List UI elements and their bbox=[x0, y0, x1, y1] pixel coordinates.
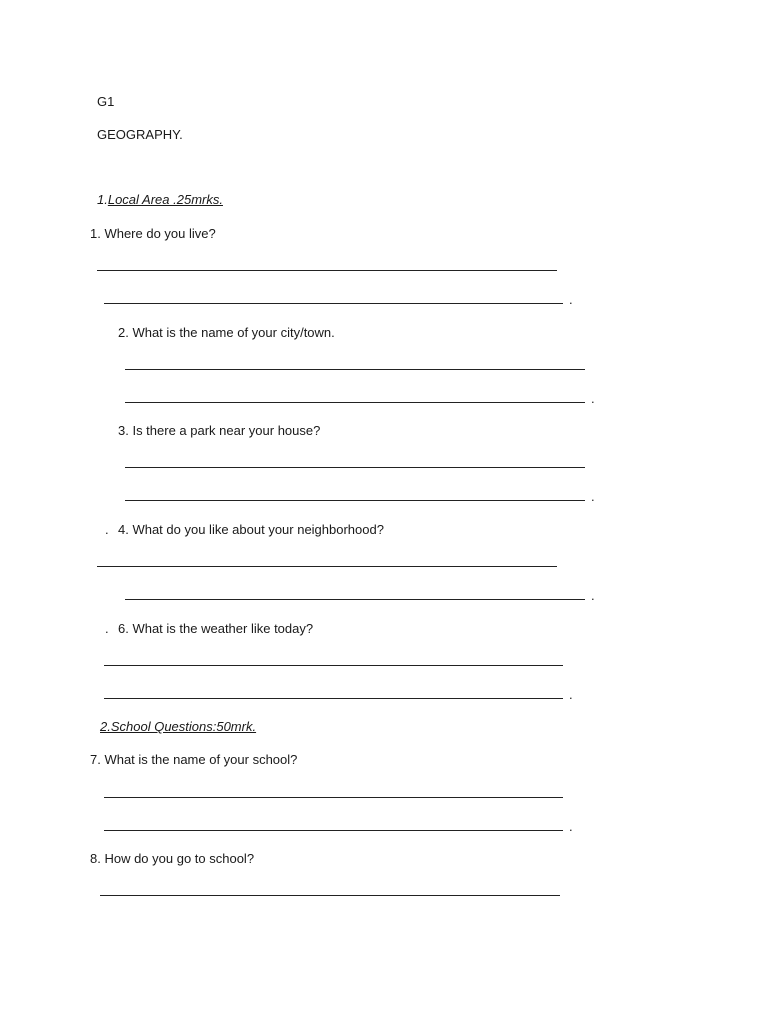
answer-line-2a[interactable] bbox=[125, 369, 585, 370]
question-1: 1. Where do you live? bbox=[90, 226, 216, 241]
answer-line-3b[interactable] bbox=[125, 500, 585, 501]
answer-period-6: . bbox=[569, 687, 573, 702]
answer-line-3a[interactable] bbox=[125, 467, 585, 468]
question-3: 3. Is there a park near your house? bbox=[118, 423, 321, 438]
answer-line-7b[interactable] bbox=[104, 830, 563, 831]
question-8: 8. How do you go to school? bbox=[90, 851, 255, 866]
answer-line-6a[interactable] bbox=[104, 665, 563, 666]
answer-line-1a[interactable] bbox=[97, 270, 557, 271]
question-6-bullet: . bbox=[105, 621, 109, 636]
answer-period-7: . bbox=[569, 819, 573, 834]
answer-line-4b[interactable] bbox=[125, 599, 585, 600]
answer-line-1b[interactable] bbox=[104, 303, 563, 304]
answer-period-4: . bbox=[591, 588, 595, 603]
answer-period-1: . bbox=[569, 292, 573, 307]
question-2: 2. What is the name of your city/town. bbox=[118, 325, 335, 340]
section-1-number: 1. bbox=[97, 192, 108, 207]
question-7: 7. What is the name of your school? bbox=[90, 752, 298, 767]
answer-line-8a[interactable] bbox=[100, 895, 560, 896]
answer-period-2: . bbox=[591, 391, 595, 406]
answer-line-4a[interactable] bbox=[97, 566, 557, 567]
question-6: 6. What is the weather like today? bbox=[118, 621, 314, 636]
answer-line-2b[interactable] bbox=[125, 402, 585, 403]
grade-label: G1 bbox=[97, 94, 115, 109]
section-1-heading bbox=[97, 192, 223, 208]
section-2-title: 2.School Questions:50mrk. bbox=[100, 719, 257, 734]
answer-line-7a[interactable] bbox=[104, 797, 563, 798]
question-4-bullet: . bbox=[105, 522, 109, 537]
subject-title: GEOGRAPHY. bbox=[97, 127, 183, 142]
answer-period-3: . bbox=[591, 489, 595, 504]
question-4: 4. What do you like about your neighborhood? bbox=[118, 522, 384, 537]
answer-line-6b[interactable] bbox=[104, 698, 563, 699]
section-1-title: Local Area .25mrks. bbox=[107, 192, 223, 207]
